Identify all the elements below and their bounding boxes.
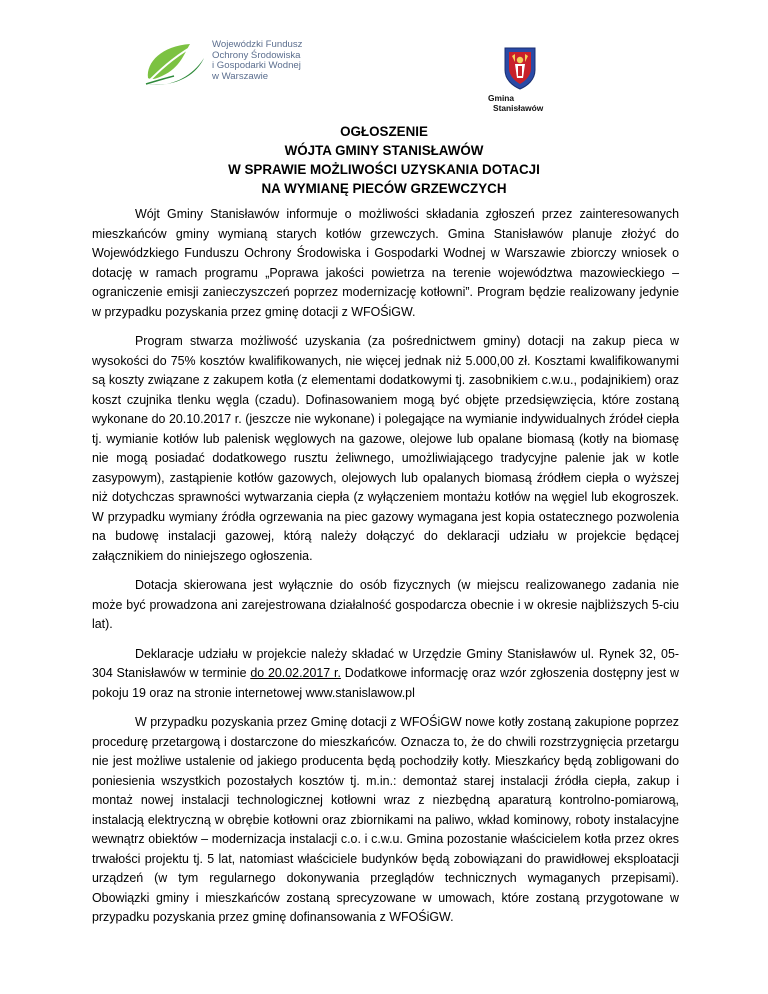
title-line: W SPRAWIE MOŻLIWOŚCI UZYSKANIA DOTACJI [228, 162, 540, 177]
gmina-logo [480, 46, 560, 116]
deadline-date: do 20.02.2017 r. [250, 666, 341, 680]
fund-logo [144, 36, 314, 96]
fund-name [212, 40, 302, 82]
gmina-name-line1: Gmina [488, 93, 515, 103]
paragraph-eligibility: Dotacja skierowana jest wyłącznie do osób fizycznych (w miejscu realizowanego zadania nie może być prowadzona ani zarejestrowana działalność gospodarcza obecnie i w okresie najbliższych 5-ciu lat). [92, 578, 679, 631]
title-line: NA WYMIANĘ PIECÓW GRZEWCZYCH [261, 181, 507, 196]
gmina-name-line2: Stanisławów [493, 102, 544, 113]
fund-name-line: i Gospodarki Wodnej [212, 60, 301, 72]
coat-of-arms-icon [503, 46, 537, 90]
announcement-body [92, 205, 679, 928]
deadline-text: Deklaracje udziału w projekcie należy składać w Urzędzie Gminy Stanisławów ul. Rynek 32, 05-304 Stanisławów w terminie [92, 646, 679, 680]
fund-name-line: Ochrony Środowiska [212, 49, 301, 61]
deadline-info: Dodatkowe informację oraz wzór zgłoszenia dostępny jest w pokoju 19 oraz na stronie internetowej www.stanislawow.pl [92, 666, 680, 700]
title-line: WÓJTA GMINY STANISŁAWÓW [284, 143, 484, 158]
announcement-title [0, 122, 768, 198]
leaf-icon [144, 40, 206, 88]
fund-name-line: Wojewódzki Fundusz [212, 39, 303, 50]
paragraph-program: Program stwarza możliwość uzyskania (za pośrednictwem gminy) dotacji na zakup pieca w wysokości do 75% kosztów kwalifikowanych, nie więcej jednak niż 5.000,00 zł. Kosztami kwalifikowanymi są koszty związane z zakupem kotła (z elementami dodatkowymi tj. zasobnikiem c.w.u., podajnikiem) oraz koszt czujnika tlenku węgla (czadu). Dofinasowaniem mogą być objęte przedsięwzięcia, które zostaną wykonane do 20.10.2017 r. (jeszcze nie wykonane) i polegające na wymianie indywidualnych źródeł ciepła tj. wymianie kotłów lub palenisk węglowych na gazowe, olejowe lub opalane biomasą (kotły na biomasę nie mogą posiadać dodatkowego rusztu żeliwnego, umożliwiającego tradycyjne palenie jak w kotle zasypowym), zastąpienie kotłów gazowych, olejowych lub opalanych biomasą źródłem ciepła o wyższej niż dotychczas sprawności wytwarzania ciepła (z wyłączeniem montażu kotłów na węgiel lub ekogroszek. W przypadku wymiany źródła ogrzewania na piec gazowy wymagana jest kopia ostatecznego pozwolenia na budowę instalacji gazowej, którą należy dołączyć do deklaracji udziału w projekcie będącej załącznikiem do niniejszego ogłoszenia. [92, 334, 679, 563]
paragraph-intro: Wójt Gminy Stanisławów informuje o możliwości składania zgłoszeń przez zainteresowanych mieszkańców gminy wymianą starych kotłów grzewczych. Gmina Stanisławów planuje złożyć do Wojewódzkiego Funduszu Ochrony Środowiska i Gospodarki Wodnej w Warszawie zbiorczy wniosek o dotację w ramach programu „Poprawa jakości powietrza na terenie województwa mazowieckiego – ograniczenie emisji zanieczyszczeń poprzez modernizację kotłowni”. Program będzie realizowany jedynie w przypadku pozyskania przez gminę dotacji z WFOŚiGW. [92, 207, 679, 319]
paragraph-procurement: W przypadku pozyskania przez Gminę dotacji z WFOŚiGW nowe kotły zostaną zakupione poprzez procedurę przetargową i dostarczone do mieszkańców. Oznacza to, że do chwili rozstrzygnięcia przetargu nie jest możliwe ustalenie od jakiego producenta będą pochodziły kotły. Mieszkańcy będą zobligowani do poniesienia wszystkich pozostałych kosztów tj. m.in.: demontaż starej instalacji źródła ciepła, zakup i montaż nowej instalacji technologicznej kotłowni wraz z niezbędną aparaturą kontrolno-pomiarową, instalacją elektryczną w obrębie kotłowni oraz zbiornikami na paliwo, wkład kominowy, roboty instalacyjne wewnątrz obiektów – modernizacja instalacji c.o. i c.w.u. Gmina pozostanie właścicielem kotła przez okres trwałości projektu tj. 5 lat, natomiast właściciele budynków będą zobowiązani do prawidłowej eksploatacji urządzeń (w tym regularnego dokonywania przeglądów technicznych wymaganych przepisami). Obowiązki gminy i mieszkańców zostaną sprecyzowane w umowach, które zostaną przygotowane w przypadku pozyskania przez gminę dofinansowania z WFOŚiGW. [92, 715, 679, 924]
title-line: OGŁOSZENIE [340, 124, 428, 139]
gmina-name [488, 94, 543, 113]
paragraph-deadline [92, 645, 679, 704]
fund-name-line: w Warszawie [212, 70, 269, 82]
